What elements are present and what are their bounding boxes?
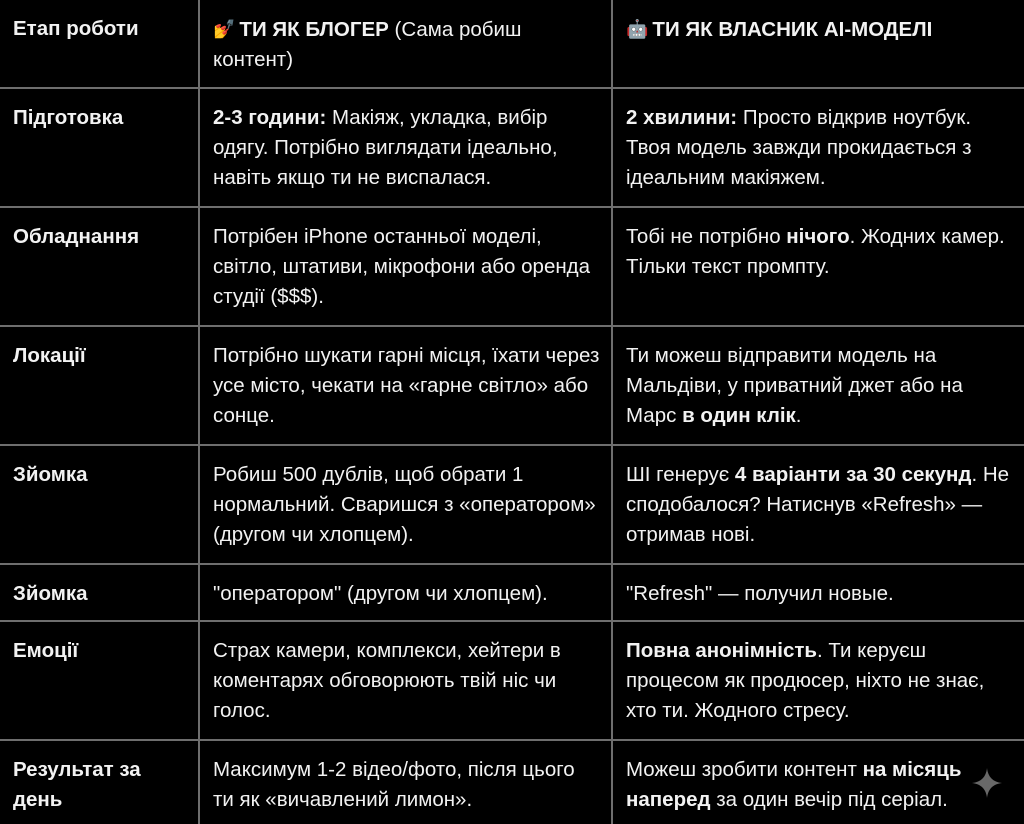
blogger-text: Потрібно шукати гарні місця, їхати через усе місто, чекати на «гарне світло» або сонце. bbox=[213, 344, 600, 427]
owner-cell bbox=[612, 621, 1024, 740]
owner-text: на місяць наперед bbox=[626, 758, 962, 811]
owner-text: Тобі не потрібно bbox=[626, 225, 787, 248]
owner-text: 4 варіанти за 30 секунд bbox=[734, 463, 972, 486]
header-stage: Етап роботи bbox=[0, 0, 199, 88]
nail-polish-icon: 💅 bbox=[213, 19, 236, 39]
owner-cell bbox=[612, 740, 1024, 824]
owner-text: Повна анонімність bbox=[626, 639, 818, 662]
owner-text: в один клік bbox=[682, 404, 796, 427]
blogger-cell bbox=[199, 740, 612, 824]
table-row bbox=[0, 207, 1024, 326]
owner-text: . Не сподобалося? Натиснув «Refresh» — отримав нові. bbox=[626, 463, 1010, 546]
blogger-cell bbox=[199, 207, 612, 326]
table-row bbox=[0, 564, 1024, 621]
blogger-text: Потрібен iPhone останньої моделі, світло, штативи, мікрофони або оренда студії ($$$). bbox=[213, 225, 591, 308]
stage-cell: Емоції bbox=[0, 621, 199, 740]
owner-text: . Жодних камер. Тільки текст промпту. bbox=[626, 225, 1005, 278]
stage-cell: Зйомка bbox=[0, 445, 199, 564]
owner-cell bbox=[612, 445, 1024, 564]
owner-cell bbox=[612, 207, 1024, 326]
table-row bbox=[0, 740, 1024, 824]
owner-text: . bbox=[795, 404, 802, 427]
owner-text: ШІ генерує bbox=[626, 463, 735, 486]
blogger-text: Робиш 500 дублів, щоб обрати 1 нормальний. Сваришся з «оператором» (другом чи хлопцем). bbox=[213, 463, 596, 546]
blogger-text: "оператором" (другом чи хлопцем). bbox=[213, 582, 548, 605]
table-row bbox=[0, 88, 1024, 207]
stage-cell: Зйомка bbox=[0, 564, 199, 621]
table-row bbox=[0, 445, 1024, 564]
header-owner-bold: ТИ ЯК ВЛАСНИК AI-МОДЕЛІ bbox=[652, 18, 933, 41]
header-blogger-rest: (Сама робиш контент) bbox=[213, 18, 522, 71]
blogger-cell bbox=[199, 621, 612, 740]
header-blogger bbox=[199, 0, 612, 88]
stage-cell: Обладнання bbox=[0, 207, 199, 326]
stage-cell: Результат за день bbox=[0, 740, 199, 824]
owner-cell bbox=[612, 564, 1024, 621]
owner-text: Можеш зробити контент bbox=[626, 758, 863, 781]
owner-text: Ти можеш відправити модель на Мальдіви, у приватний джет або на Марс bbox=[626, 344, 963, 427]
owner-text: "Refresh" — получил новые. bbox=[626, 582, 894, 605]
blogger-cell bbox=[199, 564, 612, 621]
blogger-text: Страх камери, комплекси, хейтери в коментарях обговорюють твій ніс чи голос. bbox=[213, 639, 561, 722]
owner-cell bbox=[612, 88, 1024, 207]
owner-text: 2 хвилини: bbox=[626, 106, 738, 129]
blogger-text: 2-3 години: bbox=[213, 106, 327, 129]
header-blogger-bold: ТИ ЯК БЛОГЕР bbox=[239, 18, 389, 41]
owner-text: . Ти керуєш процесом як продюсер, ніхто не знає, хто ти. Жодного стресу. bbox=[626, 639, 985, 722]
blogger-cell bbox=[199, 326, 612, 445]
stage-cell: Підготовка bbox=[0, 88, 199, 207]
blogger-text: Максимум 1-2 відео/фото, після цього ти як «вичавлений лимон». bbox=[213, 758, 575, 811]
blogger-cell bbox=[199, 88, 612, 207]
blogger-cell bbox=[199, 445, 612, 564]
owner-text: за один вечір під серіал. bbox=[710, 788, 948, 811]
table-row bbox=[0, 621, 1024, 740]
table-row bbox=[0, 326, 1024, 445]
header-row bbox=[0, 0, 1024, 88]
robot-icon: 🤖 bbox=[626, 19, 649, 39]
header-owner bbox=[612, 0, 1024, 88]
sparkle-icon bbox=[972, 768, 1002, 798]
stage-cell: Локації bbox=[0, 326, 199, 445]
owner-text: Просто відкрив ноутбук. Твоя модель завжди прокидається з ідеальним макіяжем. bbox=[626, 106, 972, 189]
owner-cell bbox=[612, 326, 1024, 445]
blogger-text: Макіяж, укладка, вибір одягу. Потрібно виглядати ідеально, навіть якщо ти не виспалася. bbox=[213, 106, 558, 189]
owner-text: нічого bbox=[786, 225, 850, 248]
